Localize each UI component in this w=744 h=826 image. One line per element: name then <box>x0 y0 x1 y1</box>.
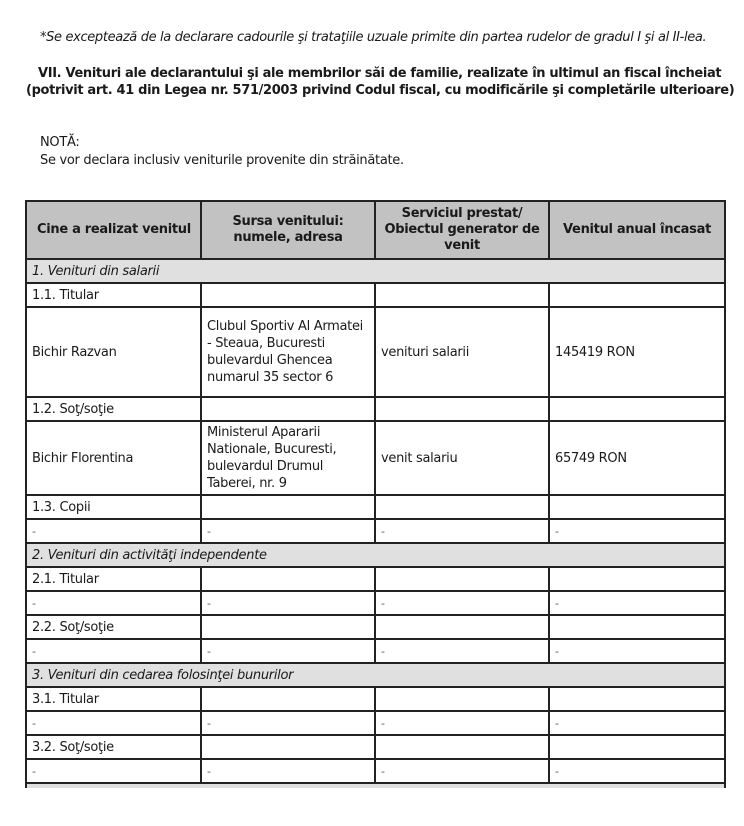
cell-income <box>549 283 725 307</box>
cell-service <box>375 735 549 759</box>
cell-who: 3.1. Titular <box>26 687 201 711</box>
cell-service: - <box>375 639 549 663</box>
table-row <box>26 687 725 711</box>
cell-service: - <box>375 711 549 735</box>
cell-service <box>375 567 549 591</box>
table-row <box>26 421 725 495</box>
cell-income: - <box>549 591 725 615</box>
cell-who: 1.3. Copii <box>26 495 201 519</box>
table-row <box>26 283 725 307</box>
header-who: Cine a realizat venitul <box>26 201 201 259</box>
cell-who: Bichir Razvan <box>26 307 201 397</box>
table-row <box>26 615 725 639</box>
cell-who: - <box>26 519 201 543</box>
cell-service <box>375 495 549 519</box>
table-row <box>26 711 725 735</box>
cell-income: - <box>549 711 725 735</box>
table-row <box>26 735 725 759</box>
income-table <box>25 200 726 788</box>
cell-service <box>375 397 549 421</box>
cell-source <box>201 687 375 711</box>
cell-service: venituri salarii <box>375 307 549 397</box>
cell-income <box>549 735 725 759</box>
cell-who: 2.2. Soţ/soţie <box>26 615 201 639</box>
cell-source <box>201 397 375 421</box>
cell-service: - <box>375 591 549 615</box>
cell-income: - <box>549 519 725 543</box>
category-row <box>26 663 725 687</box>
cell-source: - <box>201 639 375 663</box>
category-title: 2. Venituri din activităţi independente <box>26 543 725 567</box>
section-title-text: VII. Venituri ale declarantului şi ale membrilor săi de familie, realizate în ultimul an fiscal încheiat (potrivit art. 41 din Legea nr. 571/2003 privind Codul fiscal, cu modificările şi completările ulterioare) <box>26 66 735 98</box>
table-header-row <box>26 201 725 259</box>
gift-exception-footnote: *Se exceptează de la declarare cadourile şi trataţiile uzuale primite din partea rudelor de gradul I şi al II-lea. <box>40 30 707 45</box>
cell-service: venit salariu <box>375 421 549 495</box>
cell-source <box>201 615 375 639</box>
cell-service <box>375 687 549 711</box>
category-row <box>26 259 725 283</box>
cell-income: - <box>549 759 725 783</box>
cell-service <box>375 283 549 307</box>
cell-source: Ministerul Apararii Nationale, Bucuresti, bulevardul Drumul Taberei, nr. 9 <box>201 421 375 495</box>
cell-income: 145419 RON <box>549 307 725 397</box>
cell-source: - <box>201 759 375 783</box>
cell-income <box>549 397 725 421</box>
nota-text: Se vor declara inclusiv veniturile provenite din străinătate. <box>40 153 404 168</box>
cell-source: - <box>201 591 375 615</box>
table-row <box>26 591 725 615</box>
cell-income: 65749 RON <box>549 421 725 495</box>
cell-who: - <box>26 639 201 663</box>
cell-service: - <box>375 759 549 783</box>
cell-source <box>201 735 375 759</box>
category-title: 1. Venituri din salarii <box>26 259 725 283</box>
cell-service <box>375 615 549 639</box>
header-service: Serviciul prestat/ Obiectul generator de venit <box>375 201 549 259</box>
table-row <box>26 639 725 663</box>
cell-income <box>549 495 725 519</box>
header-annual-income: Venitul anual încasat <box>549 201 725 259</box>
cell-who: Bichir Florentina <box>26 421 201 495</box>
cell-source: Clubul Sportiv Al Armatei - Steaua, Bucuresti bulevardul Ghencea numarul 35 sector 6 <box>201 307 375 397</box>
cell-source <box>201 567 375 591</box>
cell-source: - <box>201 711 375 735</box>
table-row <box>26 519 725 543</box>
category-row-cutoff <box>26 783 725 788</box>
cell-who: - <box>26 711 201 735</box>
nota-label: NOTĂ: <box>40 135 80 150</box>
cell-who: 1.2. Soţ/soţie <box>26 397 201 421</box>
cell-source <box>201 283 375 307</box>
cell-who: - <box>26 591 201 615</box>
cell-who: 3.2. Soţ/soţie <box>26 735 201 759</box>
table-row <box>26 567 725 591</box>
cell-who: 2.1. Titular <box>26 567 201 591</box>
cell-income <box>549 615 725 639</box>
cell-income: - <box>549 639 725 663</box>
table-row <box>26 759 725 783</box>
header-source: Sursa venitului: numele, adresa <box>201 201 375 259</box>
cell-service: - <box>375 519 549 543</box>
cell-income <box>549 567 725 591</box>
section-title <box>26 65 741 99</box>
category-row <box>26 543 725 567</box>
cell-source: - <box>201 519 375 543</box>
cell-who: 1.1. Titular <box>26 283 201 307</box>
category-title: 3. Venituri din cedarea folosinţei bunurilor <box>26 663 725 687</box>
table-row <box>26 307 725 397</box>
cell-income <box>549 687 725 711</box>
nota-block <box>40 134 404 170</box>
table-row <box>26 495 725 519</box>
cell-who: - <box>26 759 201 783</box>
cell-source <box>201 495 375 519</box>
table-row <box>26 397 725 421</box>
